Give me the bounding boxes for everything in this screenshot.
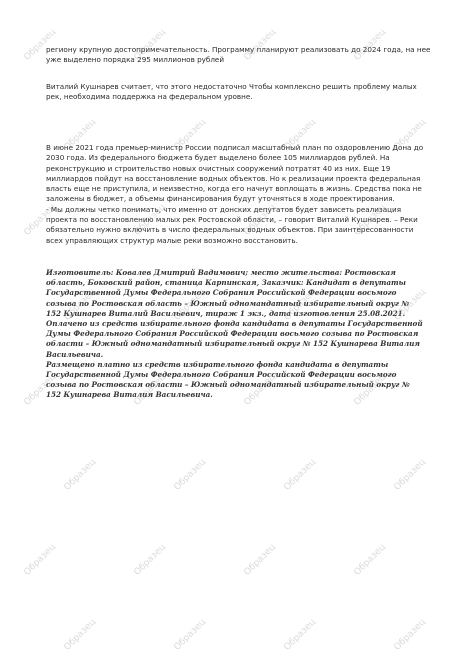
watermark-text: Образец bbox=[392, 117, 428, 153]
watermark-text: Образец bbox=[282, 617, 318, 653]
watermark-text: Образец bbox=[352, 202, 388, 238]
watermark-text: Образец bbox=[242, 27, 278, 63]
imprint-placement: Размещено платно из средств избирательного фонда кандидата в депутаты Государственной Думы Федерального Собрания Российской Федерации восьмого созыва по Ростовская области – Южный одномандатный избирательный округ № 152 Кушнарева Виталия Васильевича. bbox=[46, 359, 410, 400]
paragraph-text: В июне 2021 года премьер-министр России подписал масштабный план по оздоровлению Дона до 2030 года. Из федерального бюджета будет выделено более 105 миллиардов рублей. На реконструкцию и строительство новых очистных сооружений потратят 40 из них. Еще 19 миллиардов пойдут на восстановление водных объектов. Но к реализации проекта федеральная власть еще не приступила, и неизвестно, когда его начнут воплощать в жизнь. Средства пока не заложены в бюджет, а объемы финансирования будут уточняться в ходе проектирования. bbox=[46, 143, 424, 204]
watermark-text: Образец bbox=[352, 372, 388, 408]
watermark-text: Образец bbox=[282, 287, 318, 323]
article-paragraph-2 bbox=[46, 82, 431, 103]
article-paragraph-3 bbox=[46, 143, 431, 246]
watermark-text: Образец bbox=[132, 202, 168, 238]
watermark-text: Образец bbox=[352, 27, 388, 63]
campaign-imprint bbox=[46, 268, 424, 401]
watermark-text: Образец bbox=[282, 117, 318, 153]
watermark-text: Образец bbox=[242, 542, 278, 578]
watermark-text: Образец bbox=[172, 287, 208, 323]
watermark-text: Образец bbox=[172, 117, 208, 153]
imprint-producer: Изготовитель: Ковалев Дмитрий Вадимович; место жительства: Ростовская область, Боковский район, станица Карпинская, Заказчик: Кандидат в депутаты Государственной Думы Федерального Собрания Российской Федерации восьмого созыва по Ростовская область – Южный одномандатный избирательный округ № 152 Кушнарев Виталий Васильевич, тираж 1 экз., дата изготовления 25.08.2021. Оплачено из средств избирательного фонда кандидата в депутаты Государственной Думы Федерального Собрания Российской Федерации восьмого созыва по Ростовская области – Южный одномандатный избирательный округ № 152 Кушнарева Виталия Васильевича. bbox=[46, 268, 423, 359]
watermark-text: Образец bbox=[22, 27, 58, 63]
article-paragraph-1 bbox=[46, 45, 431, 66]
watermark-text: Образец bbox=[62, 117, 98, 153]
watermark-text: Образец bbox=[22, 542, 58, 578]
watermark-text: Образец bbox=[172, 457, 208, 493]
watermark-text: Образец bbox=[132, 27, 168, 63]
watermark-text: Образец bbox=[392, 457, 428, 493]
watermark-text: Образец bbox=[22, 202, 58, 238]
watermark-text: Образец bbox=[132, 542, 168, 578]
watermark-text: Образец bbox=[392, 287, 428, 323]
watermark-text: Образец bbox=[242, 372, 278, 408]
paragraph-text: региону крупную достопримечательность. Программу планируют реализовать до 2024 года, на нее уже выделено порядка 295 миллионов рублей bbox=[46, 45, 431, 65]
watermark-text: Образец bbox=[172, 617, 208, 653]
watermark-text: Образец bbox=[392, 617, 428, 653]
watermark-text: Образец bbox=[282, 457, 318, 493]
watermark-text: Образец bbox=[62, 457, 98, 493]
watermark-text: Образец bbox=[62, 617, 98, 653]
watermark-text: Образец bbox=[352, 542, 388, 578]
watermark-text: Образец bbox=[62, 287, 98, 323]
paragraph-text: Виталий Кушнарев считает, что этого недостаточно Чтобы комплексно решить проблему малых рек, необходима поддержка на федеральном уровне. bbox=[46, 82, 417, 102]
watermark-text: Образец bbox=[132, 372, 168, 408]
watermark-text: Образец bbox=[22, 372, 58, 408]
watermark-text: Образец bbox=[242, 202, 278, 238]
paragraph-text: - Мы должны четко понимать, что именно от донских депутатов будет зависеть реализация проекта по восстановлению малых рек Ростовской области, – говорит Виталий Кушнарев. – Реки обязательно нужно включить в число федеральных водных объектов. При заинтересованности всех управляющих структур малые реки возможно восстановить. bbox=[46, 204, 418, 245]
